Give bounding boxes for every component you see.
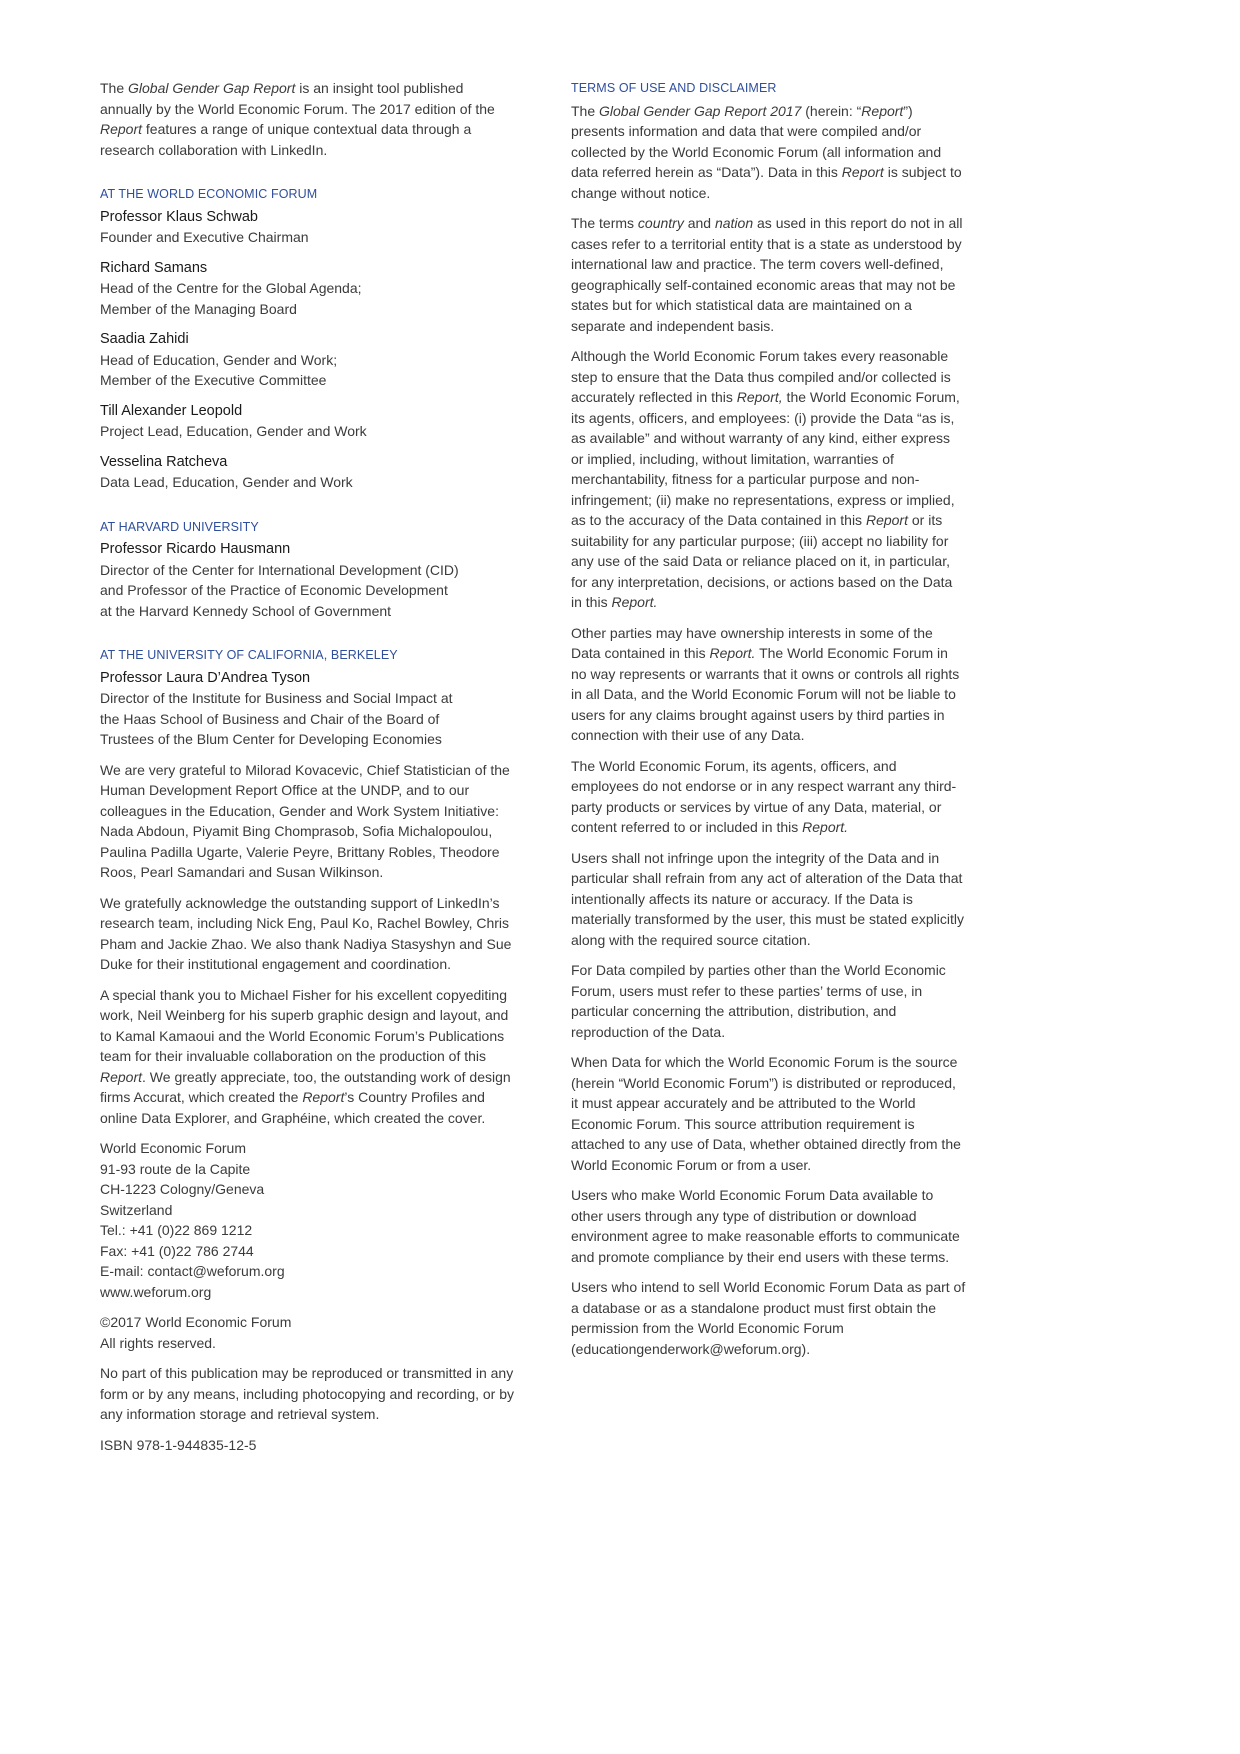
italic-text: Report <box>865 512 908 528</box>
text-run: ’s Country Profiles and online Data Explorer, and Graphéine, which created the cover. <box>100 1089 486 1126</box>
acknowledgement-paragraph <box>100 985 515 1129</box>
text-run: ”) presents information and data that were compiled and/or collected by the World Economic Forum (all information and data referred herein as “Data”). Data in this <box>571 102 942 180</box>
intro-paragraph <box>100 78 515 160</box>
terms-paragraph <box>571 623 966 746</box>
person-role: Member of the Executive Committee <box>100 372 327 388</box>
person-role: Director of the Center for International Development (CID) <box>100 561 459 578</box>
person-role: Director of the Institute for Business and Social Impact at <box>100 690 453 706</box>
text-line: E-mail: contact@weforum.org <box>100 1263 285 1279</box>
text-run: as used in this report do not in all cases refer to a territorial entity that is a state as understood by international law and practice. The term covers well-defined, geographically self-contained economic areas that may not be states but for which statistical data are maintained on a separate and independent basis. <box>571 215 963 334</box>
person-role: Member of the Managing Board <box>100 300 297 317</box>
terms-paragraph <box>571 848 966 951</box>
italic-text: Global Gender Gap Report 2017 <box>599 102 802 119</box>
person-entry <box>100 329 515 391</box>
text-run: (herein: “ <box>801 102 862 119</box>
italic-text: Report. <box>802 819 849 835</box>
isbn: ISBN 978-1-944835-12-5 <box>100 1436 257 1453</box>
terms-paragraph <box>571 960 966 1042</box>
person-role: Founder and Executive Chairman <box>100 229 309 245</box>
section-heading: AT THE UNIVERSITY OF CALIFORNIA, BERKELEY <box>100 648 398 662</box>
text-run: . We greatly appreciate, too, the outstanding work of design firms Accurat, which created the <box>100 1068 511 1105</box>
text-run: For Data compiled by parties other than the World Economic Forum, users must refer to these parties’ terms of use, in particular concerning the attribution, distribution, and reproduction of the Data. <box>571 962 946 1040</box>
text-line: Tel.: +41 (0)22 869 1212 <box>100 1222 253 1238</box>
text-line: ©2017 World Economic Forum <box>100 1314 292 1330</box>
acknowledgement-paragraph <box>100 893 515 975</box>
text-line: Switzerland <box>100 1201 173 1218</box>
person-role: Trustees of the Blum Center for Developing Economies <box>100 731 442 747</box>
terms-paragraph <box>571 756 966 838</box>
text-line: All rights reserved. <box>100 1334 216 1351</box>
person-name: Professor Klaus Schwab <box>100 208 258 225</box>
text-run: The <box>571 102 600 119</box>
text-run: We are very grateful to Milorad Kovacevic, Chief Statistician of the Human Development Report Office at the UNDP, and to our colleagues in the Education, Gender and Work System Initiative: Nada Abdoun, Piyamit Bing Chomprasob, Sofia Michalopoulou, Paulina Padilla Ugarte, Valerie Peyre, Brittany Robles, Theodore Roos, Pearl Samandari and Susan Wilkinson. <box>100 761 510 880</box>
italic-text: Report <box>100 121 143 137</box>
section-heading: AT HARVARD UNIVERSITY <box>100 519 259 534</box>
italic-text: nation <box>714 215 754 231</box>
text-run: The terms <box>571 215 638 231</box>
right-column <box>571 78 966 1369</box>
person-entry <box>100 258 515 320</box>
text-run: is an insight tool published annually by the World Economic Forum. The 2017 edition of the <box>100 80 495 117</box>
text-run: The World Economic Forum, its agents, officers, and employees do not endorse or in any respect warrant any third-party products or services by virtue of any Data, material, or content referred to or included in this <box>571 757 957 835</box>
text-run: We gratefully acknowledge the outstanding support of LinkedIn’s research team, including Nick Eng, Paul Ko, Rachel Bowley, Chris Pham and Jackie Zhao. We also thank Nadiya Stasyshyn and Sue Duke for their institutional engagement and coordination. <box>100 894 512 972</box>
person-name: Till Alexander Leopold <box>100 402 243 419</box>
person-role: Head of the Centre for the Global Agenda; <box>100 280 362 296</box>
italic-text: Report <box>841 164 884 180</box>
text-run: Users who intend to sell World Economic Forum Data as part of a database or as a standalone product must first obtain the permission from the World Economic Forum (educationgenderwork@weforum.org). <box>571 1279 966 1357</box>
person-role: the Haas School of Business and Chair of the Board of <box>100 710 440 727</box>
person-name: Richard Samans <box>100 259 208 276</box>
italic-text: Report, <box>736 389 783 405</box>
person-entry <box>100 452 515 493</box>
text-run: The <box>100 80 129 96</box>
italic-text: Global Gender Gap Report <box>128 80 296 96</box>
terms-paragraph <box>571 101 966 204</box>
text-run: Other parties may have ownership interests in some of the Data contained in this <box>571 624 933 661</box>
section-heading: AT THE WORLD ECONOMIC FORUM <box>100 187 318 201</box>
reproduction-notice: No part of this publication may be reproduced or transmitted in any form or by any means, including photocopying and recording, or by any information storage and retrieval system. <box>100 1365 515 1422</box>
text-line: CH-1223 Cologny/Geneva <box>100 1181 265 1197</box>
terms-paragraph <box>571 1052 966 1175</box>
person-entry <box>100 539 515 621</box>
text-run: or its suitability for any particular purpose; (iii) accept no liability for any use of the said Data or reliance placed on it, in particular, for any interpretation, decisions, or actions based on the Data in this <box>571 512 953 610</box>
text-line: World Economic Forum <box>100 1140 247 1156</box>
text-run: A special thank you to Michael Fisher for his excellent copyediting work, Neil Weinberg for his superb graphic design and layout, and to Kamal Kamaoui and the World Economic Forum’s Publications team for their invaluable collaboration on the production of this <box>100 986 509 1064</box>
terms-paragraphs <box>571 101 966 1360</box>
text-run: is subject to change without notice. <box>571 164 962 201</box>
person-role: at the Harvard Kennedy School of Government <box>100 602 392 619</box>
text-run: features a range of unique contextual data through a research collaboration with LinkedIn. <box>100 121 472 158</box>
text-run: and <box>683 215 715 231</box>
person-entry <box>100 401 515 442</box>
person-name: Vesselina Ratcheva <box>100 453 228 470</box>
person-role: Data Lead, Education, Gender and Work <box>100 474 353 490</box>
text-line: Fax: +41 (0)22 786 2744 <box>100 1242 254 1259</box>
person-entry <box>100 668 515 750</box>
person-name: Professor Laura D’Andrea Tyson <box>100 669 311 686</box>
person-role: and Professor of the Practice of Economic Development <box>100 582 448 598</box>
italic-text: Report. <box>611 594 658 610</box>
italic-text: Report. <box>709 645 756 661</box>
left-column <box>100 78 515 1465</box>
terms-heading: TERMS OF USE AND DISCLAIMER <box>571 81 777 95</box>
terms-paragraph <box>571 1277 966 1359</box>
text-run: the World Economic Forum, its agents, officers, and employees: (i) provide the Data “as is, as available” and without warranty of any kind, either express or implied, including, without limitation, warranties of merchantability, fitness for a particular purpose and non-infringement; (ii) make no representations, express or implied, as to the accuracy of the Data contained in this <box>571 389 960 528</box>
text-line: 91-93 route de la Capite <box>100 1160 251 1177</box>
italic-text: Report <box>302 1089 345 1105</box>
terms-paragraph <box>571 346 966 613</box>
text-run: Although the World Economic Forum takes every reasonable step to ensure that the Data thus compiled and/or collected is accurately reflected in this <box>571 348 951 405</box>
acknowledgements <box>100 760 515 1129</box>
credits-sections <box>100 184 515 750</box>
person-role: Head of Education, Gender and Work; <box>100 351 338 368</box>
terms-paragraph <box>571 213 966 336</box>
text-run: Users who make World Economic Forum Data available to other users through any type of distribution or download environment agree to make reasonable efforts to communicate and promote compliance by their end users with these terms. <box>571 1187 960 1265</box>
italic-text: Report <box>100 1068 143 1085</box>
acknowledgement-paragraph <box>100 760 515 883</box>
text-run: When Data for which the World Economic Forum is the source (herein “World Economic Forum”) is distributed or reproduced, it must appear accurately and be attributed to the World Economic Forum. This source attribution requirement is attached to any use of Data, whether obtained directly from the World Economic Forum or from a user. <box>571 1054 961 1173</box>
contact-address <box>100 1138 515 1302</box>
person-name: Professor Ricardo Hausmann <box>100 541 291 557</box>
text-line: www.weforum.org <box>100 1283 212 1300</box>
text-run: Users shall not infringe upon the integrity of the Data and in particular shall refrain from any act of alteration of the Data that intentionally affects its nature or accuracy. If the Data is materially transformed by the user, this must be stated explicitly along with the required source citation. <box>571 849 964 948</box>
italic-text: country <box>637 215 684 231</box>
text-run: The World Economic Forum in no way represents or warrants that it owns or controls all rights in all Data, and the World Economic Forum will not be liable to users for any claims brought against users by third parties in connection with their use of any Data. <box>571 645 960 743</box>
italic-text: Report <box>861 102 904 119</box>
person-entry <box>100 207 515 248</box>
copyright-notice <box>100 1312 515 1353</box>
person-name: Saadia Zahidi <box>100 331 189 347</box>
person-role: Project Lead, Education, Gender and Work <box>100 423 367 439</box>
terms-paragraph <box>571 1185 966 1267</box>
